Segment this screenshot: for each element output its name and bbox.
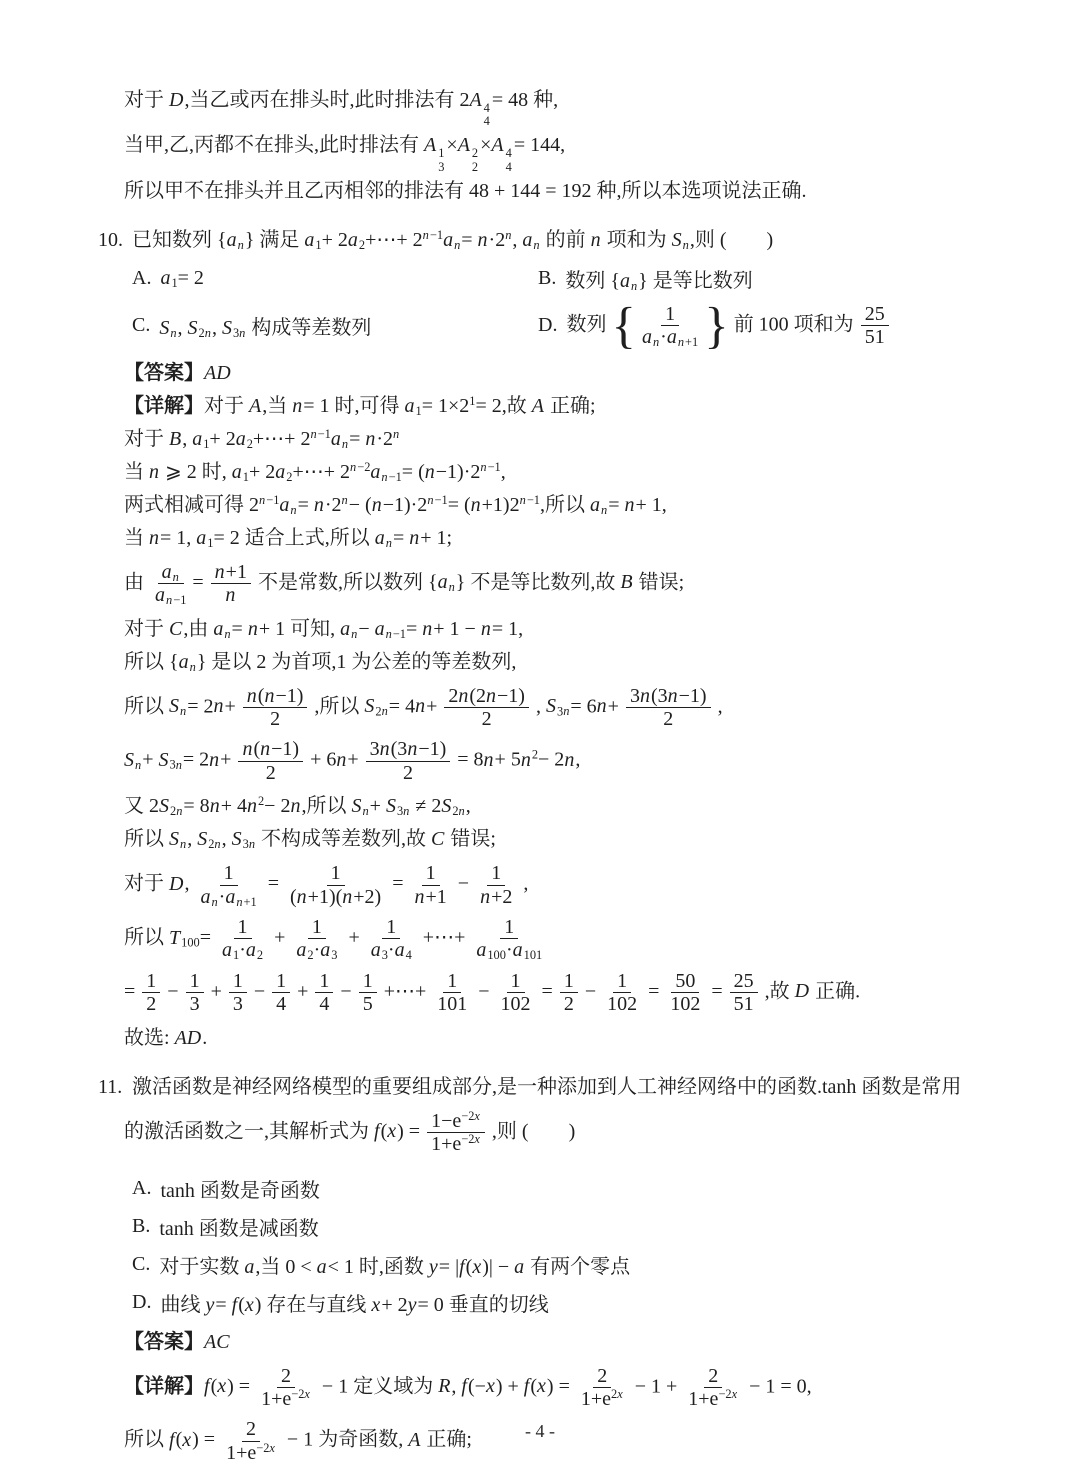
q11-solution-line: 【详解】f(x) = $\frac{2}{1+e^{-2x}}$ − 1 定义域为 R, f(−x) + f(x) = $\frac{2}{1+e^{2x}}$ − 1 + $\frac{2}{1+e^{-2x}}$ − 1 = 0, bbox=[124, 1364, 812, 1410]
big-brace: { bbox=[611, 297, 636, 354]
question-stem: 已知数列 $\{a_n\}$ 满足 $a_1+$ $2a_2+\cdots+ 2^{n-1}a_n= n\cdot 2^n$, $a_n$ 的前 n 项和为 $S_n$,则 ( ) bbox=[132, 227, 774, 252]
option-label: A. bbox=[132, 267, 152, 290]
fraction: $\frac{1}{(n+1)(n+2)}$ bbox=[290, 862, 382, 908]
fraction: $\frac{n+1}{n}$ bbox=[211, 561, 251, 607]
q11-options bbox=[132, 1170, 984, 1322]
fraction: $\frac{a_n}{a_{n-1}}$ bbox=[155, 560, 187, 608]
option-a bbox=[132, 1170, 984, 1208]
fraction: $\frac{1}{a_{100}\cdot a_{101}}$ bbox=[476, 916, 543, 963]
fraction: $\frac{1}{a_n\cdot a_{n+1}}$ bbox=[641, 302, 699, 350]
q10-solution-line: 又 $2S_{2n}= 8n+ 4n^2- 2n$,所以 $S_n+ S_{3n} \ne 2S_{2n}$, bbox=[124, 794, 471, 819]
q10-solution-line: 当 n ⩾ 2 时, $a_1+$ $2a_2+\cdots+ 2^{n-2}a_{n-1}= (n-1)\cdot 2^{n-1}$, bbox=[124, 459, 506, 484]
q10-solution-line: 故选: AD. bbox=[124, 1026, 208, 1049]
option-text: tanh 函数是减函数 bbox=[159, 1218, 319, 1241]
fraction: $\frac{2}{1+e^{-2x}}$ bbox=[226, 1418, 275, 1464]
sup-sub-stack: 2 2 bbox=[471, 145, 479, 174]
q10-solution-line: 【详解】对于 A,当 n= 1 时,可得 $a_1= 1\times 2^1= 2$,故 A 正确; bbox=[124, 393, 596, 418]
fraction: $\frac{25}{51}$ bbox=[730, 970, 758, 1016]
option-b bbox=[538, 261, 984, 297]
option-label: B. bbox=[538, 267, 557, 290]
q10-solution-line: 对于 B, $a_1+$ $2a_2+\cdots+ 2^{n-1}a_n= n\cdot 2^n$ bbox=[124, 426, 400, 451]
q9-solution-line: 当甲,乙,丙都不在排头,此时排法有 A 1 3 ×A 2 2 ×A 4 4 = 144, bbox=[124, 134, 566, 174]
fraction: $\frac{2}{1+e^{2x}}$ bbox=[580, 1364, 623, 1410]
big-brace: } bbox=[704, 297, 729, 354]
option-text: 对于实数 a,当 0 < a< 1 时,函数 y= |f(x)| − a 有两个零点 bbox=[159, 1256, 631, 1279]
spacer bbox=[124, 1055, 984, 1071]
option-text: 数列 $\{a_n\}$ 是等比数列 bbox=[565, 270, 753, 294]
option-text: tanh 函数是奇函数 bbox=[160, 1180, 320, 1203]
q10-solution-line: 由 $\frac{a_n}{a_{n-1}}$ = $\frac{n+1}{n}$ 不是常数,所以数列 $\{a_n\}$ 不是等比数列,故 B 错误; bbox=[124, 560, 685, 608]
option-b bbox=[132, 1208, 984, 1246]
q11-solution-line: 所以 f(x) = $\frac{2}{1+e^{-2x}}$ − 1 为奇函数, A 正确; bbox=[124, 1418, 472, 1464]
spacer bbox=[124, 1162, 984, 1168]
fraction: $\frac{1}{4}$ bbox=[272, 970, 290, 1016]
question-stem-line2: 的激活函数之一,其解析式为 f(x) = $\frac{1-e^{-2x}}{1+e^{-2x}}$ ,则 ( ) bbox=[124, 1108, 576, 1156]
fraction: $\frac{1}{n+2}$ bbox=[480, 862, 513, 908]
option-label: D. bbox=[132, 1291, 152, 1314]
option-c bbox=[132, 1246, 984, 1284]
option-label: C. bbox=[132, 314, 151, 337]
question-stem: 激活函数是神经网络模型的重要组成部分,是一种添加到人工神经网络中的函数.tanh 函数是常用 bbox=[132, 1075, 962, 1098]
question-11 bbox=[98, 1071, 984, 1104]
fraction: $\frac{1}{101}$ bbox=[437, 969, 468, 1016]
option-label: B. bbox=[132, 1215, 151, 1238]
fraction: $\frac{1}{a_3\cdot a_4}$ bbox=[370, 916, 412, 963]
fraction: $\frac{1}{2}$ bbox=[142, 970, 160, 1016]
fraction: $\frac{50}{102}$ bbox=[670, 969, 701, 1016]
q10-solution-line: 所以 $\{a_n\}$ 是以 2 为首项,1 为公差的等差数列, bbox=[124, 650, 517, 674]
fraction: $\frac{2}{1+e^{-2x}}$ bbox=[688, 1364, 738, 1410]
q10-options bbox=[132, 261, 984, 354]
option-text: $S_n$, $S_{2n}$, $S_{3n}$ 构成等差数列 bbox=[159, 317, 372, 341]
fraction: $\frac{1}{a_1\cdot a_2}$ bbox=[222, 916, 264, 963]
fraction: $\frac{1}{a_n\cdot a_{n+1}}$ bbox=[200, 862, 257, 909]
q10-solution-line: 对于 D, $\frac{1}{a_n\cdot a_{n+1}}$ = $\frac{1}{(n+1)(n+2)}$ = $\frac{1}{n+1}$ − $\frac{1}{n+2}$ , bbox=[124, 862, 529, 909]
fraction: $\frac{3n(3n-1)}{2}$ bbox=[366, 738, 451, 784]
option-d bbox=[132, 1284, 984, 1322]
fraction: $\frac{1}{4}$ bbox=[315, 970, 333, 1016]
q9-solution-line: 所以甲不在排头并且乙丙相邻的排法有 48 + 144 = 192 种,所以本选项说法正确. bbox=[124, 179, 807, 202]
fraction: $\frac{2n(2n-1)}{2}$ bbox=[444, 685, 529, 731]
spacer bbox=[124, 208, 984, 224]
option-d bbox=[538, 297, 984, 354]
fraction: $\frac{n(n-1)}{2}$ bbox=[238, 738, 303, 784]
fraction: $\frac{1}{n+1}$ bbox=[414, 862, 447, 908]
option-label: A. bbox=[132, 1177, 152, 1200]
sup-sub-stack: 4 4 bbox=[505, 145, 512, 174]
sup-sub-stack: 4 4 bbox=[483, 100, 490, 129]
q10-solution-line: 两式相减可得 $2^{n-1}a_n= n\cdot 2^n- (n-1)\cdot 2^{n-1}= (n+1)2^{n-1}$,所以 $a_n= n+ 1$, bbox=[124, 492, 667, 517]
fraction: $\frac{2}{1+e^{-2x}}$ bbox=[261, 1364, 310, 1410]
fraction: $\frac{n(n-1)}{2}$ bbox=[243, 685, 308, 731]
q10-solution-line: $S_n+ S_{3n}= 2n+$ $\frac{n(n-1)}{2}$ + 6n+ $\frac{3n(3n-1)}{2}$ = $8n+ 5n^2- 2n$, bbox=[124, 738, 581, 784]
sup-sub-stack: 1 3 bbox=[438, 145, 445, 174]
option-label: C. bbox=[132, 1253, 151, 1276]
fraction: $\frac{25}{51}$ bbox=[861, 303, 889, 349]
fraction: $\frac{1}{2}$ bbox=[560, 970, 578, 1016]
q10-solution-line: 对于 C,由 $a_n= n+ 1$ 可知, $a_n- a_{n-1}= n+ 1 - n= 1$, bbox=[124, 617, 524, 641]
question-number: 10. bbox=[98, 228, 123, 251]
fraction: $\frac{1-e^{-2x}}{1+e^{-2x}}$ bbox=[427, 1110, 485, 1156]
q9-solution-line: 对于 D,当乙或丙在排头时,此时排法有 2A 4 4 = 48 种, bbox=[124, 89, 559, 129]
option-text: $a_1= 2$ bbox=[160, 267, 204, 291]
fraction: $\frac{1}{3}$ bbox=[229, 970, 247, 1016]
fraction: $\frac{1}{a_2\cdot a_3}$ bbox=[296, 916, 338, 963]
option-text: 数列 { $\frac{1}{a_n\cdot a_{n+1}}$ } 前 100 项和为 $\frac{25}{51}$ bbox=[566, 301, 890, 351]
fraction: $\frac{1}{102}$ bbox=[500, 969, 531, 1016]
question-number: 11. bbox=[98, 1075, 123, 1098]
option-a bbox=[132, 261, 538, 297]
fraction: $\frac{3n(3n-1)}{2}$ bbox=[626, 685, 711, 731]
question-10 bbox=[98, 224, 984, 257]
option-label: D. bbox=[538, 314, 558, 337]
q10-solution-line: = $\frac{1}{2}$ − $\frac{1}{3}$ + $\frac{1}{3}$ − $\frac{1}{4}$ + $\frac{1}{4}$ − $\frac{1}{5}$ +⋯+ $\frac{1}{101}$ − $\frac{1}{102}$ = $\frac{1}{2}$ − $\frac{1}{102}$ = $\frac{50}{102}$ = $\frac{25}{51}$ ,故 D 正确. bbox=[124, 969, 861, 1016]
q10-solution-line: 所以 $S_n= 2n+$ $\frac{n(n-1)}{2}$ ,所以 $S_{2n}= 4n+$ $\frac{2n(2n-1)}{2}$ , $S_{3n}= 6n+$ $\frac{3n(3n-1)}{2}$ , bbox=[124, 684, 723, 730]
fraction: $\frac{1}{5}$ bbox=[359, 970, 377, 1016]
fraction: $\frac{1}{3}$ bbox=[186, 970, 204, 1016]
q10-solution-line: 所以 $S_n$, $S_{2n}$, $S_{3n}$ 不构成等差数列,故 C 错误; bbox=[124, 828, 496, 852]
option-c bbox=[132, 301, 538, 351]
q11-answer: 【答案】AC bbox=[124, 1330, 230, 1353]
q10-solution-line: 当 n= 1, $a_1= 2$ 适合上式,所以 $a_n= n+ 1$; bbox=[124, 526, 453, 550]
fraction: $\frac{1}{102}$ bbox=[607, 969, 638, 1016]
option-text: 曲线 y= f(x) 存在与直线 x+ 2y= 0 垂直的切线 bbox=[160, 1294, 549, 1317]
q10-solution-line: 所以 $T_{100}=$ $\frac{1}{a_1\cdot a_2}$ + $\frac{1}{a_2\cdot a_3}$ + $\frac{1}{a_3\cdot a_4}$ +⋯+ $\frac{1}{a_{100}\cdot a_{101}}$ bbox=[124, 914, 984, 964]
page-number: - 4 - bbox=[525, 1421, 555, 1441]
q10-answer: 【答案】AD bbox=[124, 361, 231, 384]
